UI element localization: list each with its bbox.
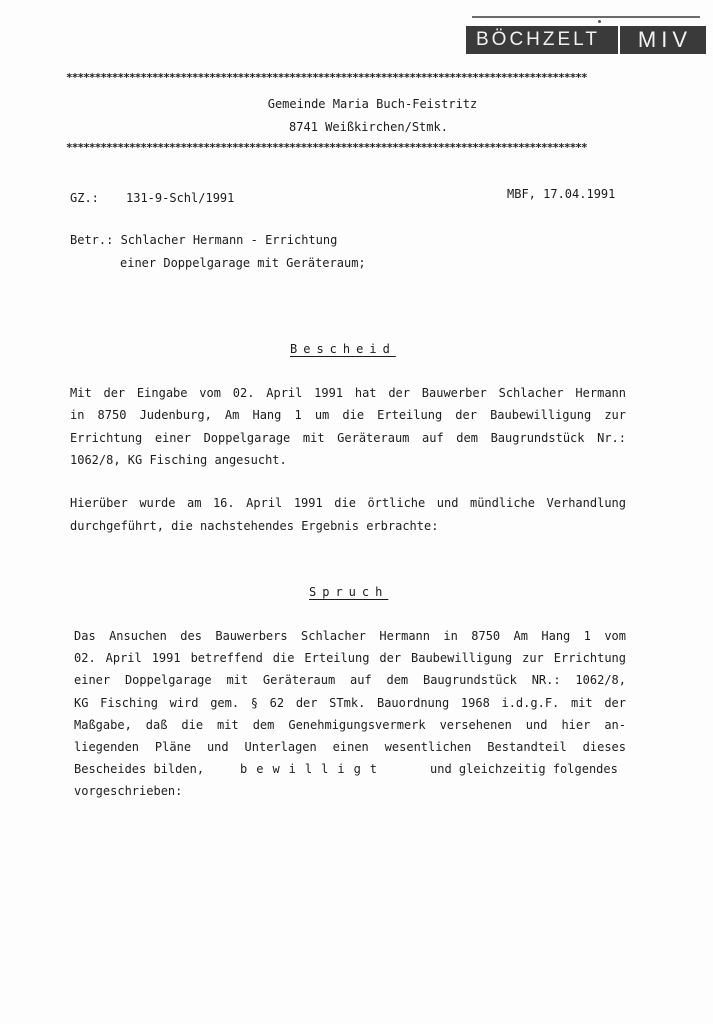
heading-bescheid: Bescheid: [290, 342, 396, 356]
company-logo: [466, 16, 706, 56]
logo-text-bochzelt: BÖCHZELT: [476, 29, 600, 50]
logo-dot: [598, 20, 601, 23]
spruch-line-8: vorgeschrieben:: [74, 784, 183, 798]
bescheid-p2-line-1: Hierüber wurde am 16. April 1991 die örtliche und mündliche Verhandlung: [70, 496, 626, 510]
gz-value: 131-9-Schl/1991: [126, 191, 235, 205]
logo-bar: [466, 26, 706, 54]
spruch-line-4: KG Fisching wird gem. § 62 der STmk. Bauordnung 1968 i.d.g.F. mit der: [74, 696, 626, 710]
municipality-name: Gemeinde Maria Buch-Feistritz: [267, 97, 478, 111]
gz-label: GZ.:: [70, 191, 99, 205]
spruch-line-7-end: und gleichzeitig folgendes: [430, 762, 618, 776]
subject-line-1: Betr.: Schlacher Hermann - Errichtung: [70, 233, 338, 247]
bescheid-p1-line-1: Mit der Eingabe vom 02. April 1991 hat der Bauwerber Schlacher Hermann: [70, 386, 626, 400]
spruch-line-7-start: Bescheides bilden,: [74, 762, 205, 776]
heading-spruch: Spruch: [309, 585, 389, 599]
star-rule-bottom: *******************************************************************************************: [66, 142, 587, 154]
spruch-line-1: Das Ansuchen des Bauwerbers Schlacher Hermann in 8750 Am Hang 1 vom: [74, 629, 626, 643]
logo-top-line: [472, 16, 700, 18]
place-date: MBF, 17.04.1991: [507, 187, 616, 201]
bescheid-p1-line-4: 1062/8, KG Fisching angesucht.: [70, 453, 287, 467]
spruch-bewilligt: bewilligt: [240, 762, 387, 776]
spruch-line-6: liegenden Pläne und Unterlagen einen wesentlichen Bestandteil dieses: [74, 740, 626, 754]
spruch-line-3: einer Doppelgarage mit Geräteraum auf dem Baugrundstück NR.: 1062/8,: [74, 673, 626, 687]
bescheid-p2-line-2: durchgeführt, die nachstehendes Ergebnis erbrachte:: [70, 519, 439, 533]
spruch-line-2: 02. April 1991 betreffend die Erteilung der Baubewilligung zur Errichtung: [74, 651, 626, 665]
subject-line-2: einer Doppelgarage mit Geräteraum;: [120, 256, 366, 270]
spruch-line-5: Maßgabe, daß die mit dem Genehmigungsvermerk versehenen und hier an-: [74, 718, 626, 732]
bescheid-p1-line-2: in 8750 Judenburg, Am Hang 1 um die Erteilung der Baubewilligung zur: [70, 408, 626, 422]
municipality-address: 8741 Weißkirchen/Stmk.: [289, 120, 448, 134]
logo-separator: [618, 26, 620, 54]
logo-text-miv: MIV: [637, 27, 692, 52]
bescheid-p1-line-3: Errichtung einer Doppelgarage mit Geräteraum auf dem Baugrundstück Nr.:: [70, 431, 626, 445]
star-rule-top: *******************************************************************************************: [66, 72, 587, 84]
